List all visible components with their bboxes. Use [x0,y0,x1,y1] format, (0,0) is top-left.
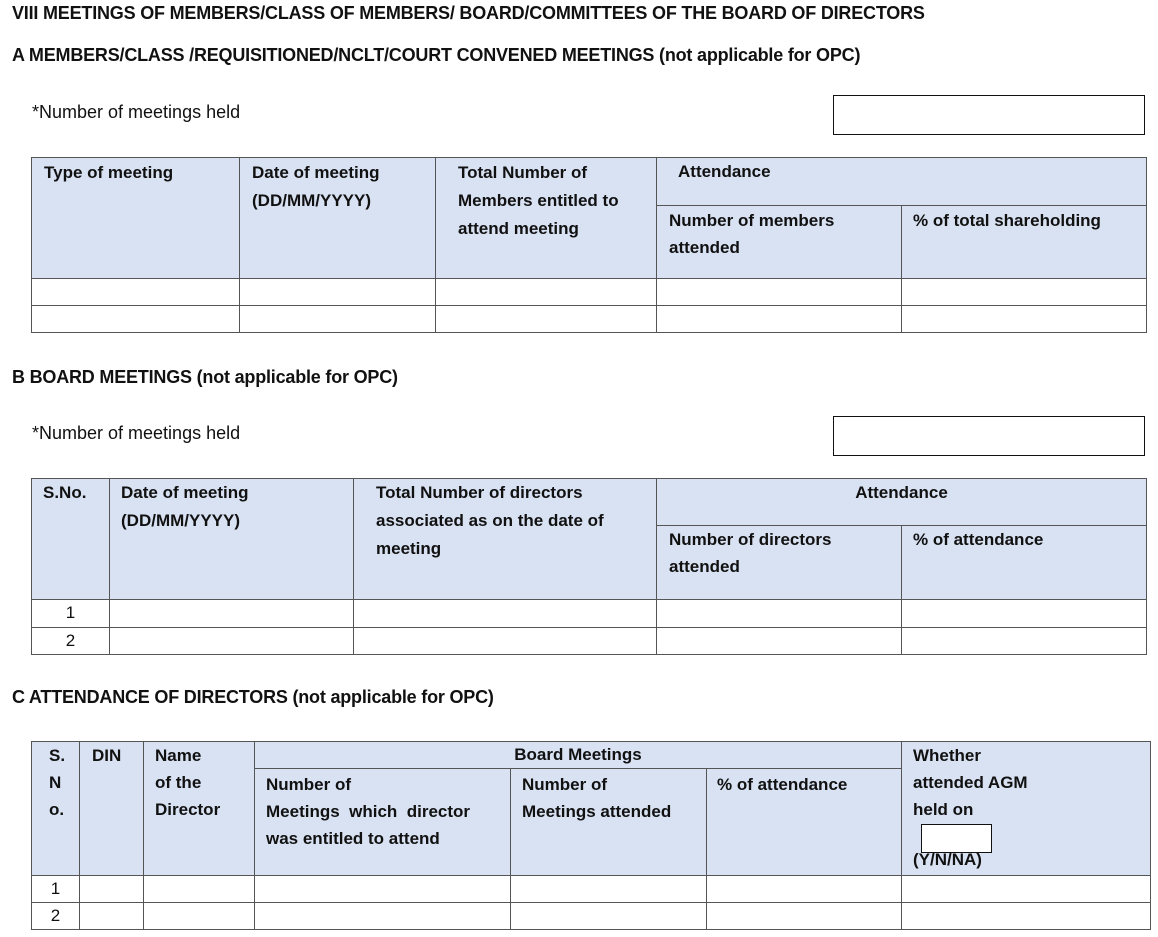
part-a-header-date-l2: (DD/MM/YYYY) [252,191,371,210]
part-b-title: B BOARD MEETINGS (not applicable for OPC) [12,367,398,387]
part-b-row-1-date[interactable] [109,599,354,628]
part-a-header-total-l1: Total Number of [458,163,588,182]
part-a-row-2-pct[interactable] [901,305,1147,333]
part-b-row-2-total[interactable] [353,627,657,655]
part-c-header-attended-l1: Number of [522,775,607,794]
part-c-header-entitled-l3: was entitled to attend [266,829,440,848]
part-a-header-attendance [656,157,1147,206]
part-b-meetings-held-input[interactable] [833,416,1145,456]
part-b-row-1-attended[interactable] [656,599,902,628]
part-b-row-1-total[interactable] [353,599,657,628]
part-c-header-board-meetings [254,741,902,769]
part-b-row-1-pct[interactable] [901,599,1147,628]
section-title: VIII MEETINGS OF MEMBERS/CLASS OF MEMBERS/ BOARD/COMMITTEES OF THE BOARD OF DIRECTORS [12,3,925,23]
part-c-row-1-din[interactable] [79,875,144,903]
part-a-meetings-held-input[interactable] [833,95,1145,135]
part-a-header-total-l3: attend meeting [458,219,579,238]
part-c-header-sno [31,741,80,876]
part-c-row-1-agm[interactable] [901,875,1151,903]
part-a-header-date [239,157,436,279]
part-c-header-entitled-l2: Meetings which director [266,802,471,821]
part-b-row-2-sno: 2 [31,627,110,655]
part-c-header-attended [510,768,707,876]
part-b-header-date-l2: (DD/MM/YYYY) [121,511,240,530]
part-c-row-1-entitled[interactable] [254,875,511,903]
part-b-header-total [353,478,657,600]
part-b-row-2-pct[interactable] [901,627,1147,655]
part-a-header-type [31,157,240,279]
part-c-row-2-agm[interactable] [901,902,1151,930]
part-b-row-2-date[interactable] [109,627,354,655]
part-c-row-1-attended[interactable] [510,875,707,903]
part-c-row-2-sno: 2 [31,902,80,930]
part-b-header-date-l1: Date of meeting [121,483,249,502]
part-c-header-name [143,741,255,876]
part-a-header-total-l2: Members entitled to [458,191,619,210]
part-b-header-attendance [656,478,1147,526]
part-c-header-name-l1: Name [155,746,202,765]
part-c-row-2-name[interactable] [143,902,255,930]
part-b-header-total-l2: associated as on the date of [376,511,604,530]
part-a-row-1-total[interactable] [435,278,657,306]
part-c-row-2-attended[interactable] [510,902,707,930]
part-a-header-pct [901,205,1147,279]
part-a-header-num-members [656,205,902,279]
part-b-header-num-directors [656,525,902,600]
part-c-row-1-pct[interactable] [706,875,902,903]
part-b-header-total-l1: Total Number of directors [376,483,583,502]
part-c-header-din [79,741,144,876]
part-b-header-sno [31,478,110,600]
part-a-row-2-date[interactable] [239,305,436,333]
part-b-header-total-l3: meeting [376,539,442,558]
part-c-header-agm-l2: attended AGM [913,773,1028,792]
part-a-row-2-type[interactable] [31,305,240,333]
part-c-header-din-text: DIN [92,746,122,765]
part-c-header-attended-l2: Meetings attended [522,802,672,821]
part-a-header-num-l1: Number of members [669,211,835,230]
part-b-row-2-attended[interactable] [656,627,902,655]
part-c-header-agm-l3: held on [913,800,974,819]
part-b-header-sno-text: S.No. [43,483,87,502]
part-a-header-date-l1: Date of meeting [252,163,380,182]
part-b-header-pct-text: % of attendance [913,530,1044,549]
part-a-row-2-total[interactable] [435,305,657,333]
part-b-header-num-l2: attended [669,557,740,576]
part-b-row-1-sno: 1 [31,599,110,628]
part-c-header-board-text: Board Meetings [514,745,642,764]
part-a-row-1-pct[interactable] [901,278,1147,306]
part-b-meetings-held-label: *Number of meetings held [32,423,241,443]
part-a-header-total [435,157,657,279]
part-c-header-entitled-l1: Number of [266,775,351,794]
part-c-header-sno-l1: S. [49,746,66,765]
part-c-title: C ATTENDANCE OF DIRECTORS (not applicable for OPC) [12,687,494,707]
part-c-row-2-pct[interactable] [706,902,902,930]
part-b-header-date [109,478,354,600]
part-a-meetings-held-label: *Number of meetings held [32,102,241,122]
part-c-header-agm [901,741,1151,876]
part-b-header-num-l1: Number of directors [669,530,832,549]
part-b-header-pct [901,525,1147,600]
part-a-row-1-attended[interactable] [656,278,902,306]
part-c-header-agm-l1: Whether [913,746,981,765]
part-c-header-agm-l4: (Y/N/NA) [913,850,982,869]
part-b-header-attendance-text: Attendance [855,483,948,502]
part-c-row-2-entitled[interactable] [254,902,511,930]
part-a-header-type-text: Type of meeting [44,163,174,182]
part-c-row-1-name[interactable] [143,875,255,903]
part-c-header-entitled [254,768,511,876]
part-a-row-1-type[interactable] [31,278,240,306]
part-a-row-2-attended[interactable] [656,305,902,333]
part-a-header-attendance-text: Attendance [678,162,771,181]
part-c-header-sno-l2: N [49,773,62,792]
part-c-header-pct [706,768,902,876]
part-c-row-1-sno: 1 [31,875,80,903]
part-c-header-name-l2: of the [155,773,202,792]
part-c-header-pct-text: % of attendance [717,775,848,794]
part-a-header-num-l2: attended [669,238,740,257]
part-c-row-2-din[interactable] [79,902,144,930]
part-c-header-name-l3: Director [155,800,221,819]
part-c-header-sno-l3: o. [49,800,65,819]
part-a-row-1-date[interactable] [239,278,436,306]
part-a-header-pct-text: % of total shareholding [913,211,1101,230]
part-a-title: A MEMBERS/CLASS /REQUISITIONED/NCLT/COURT CONVENED MEETINGS (not applicable for OPC) [12,45,861,65]
